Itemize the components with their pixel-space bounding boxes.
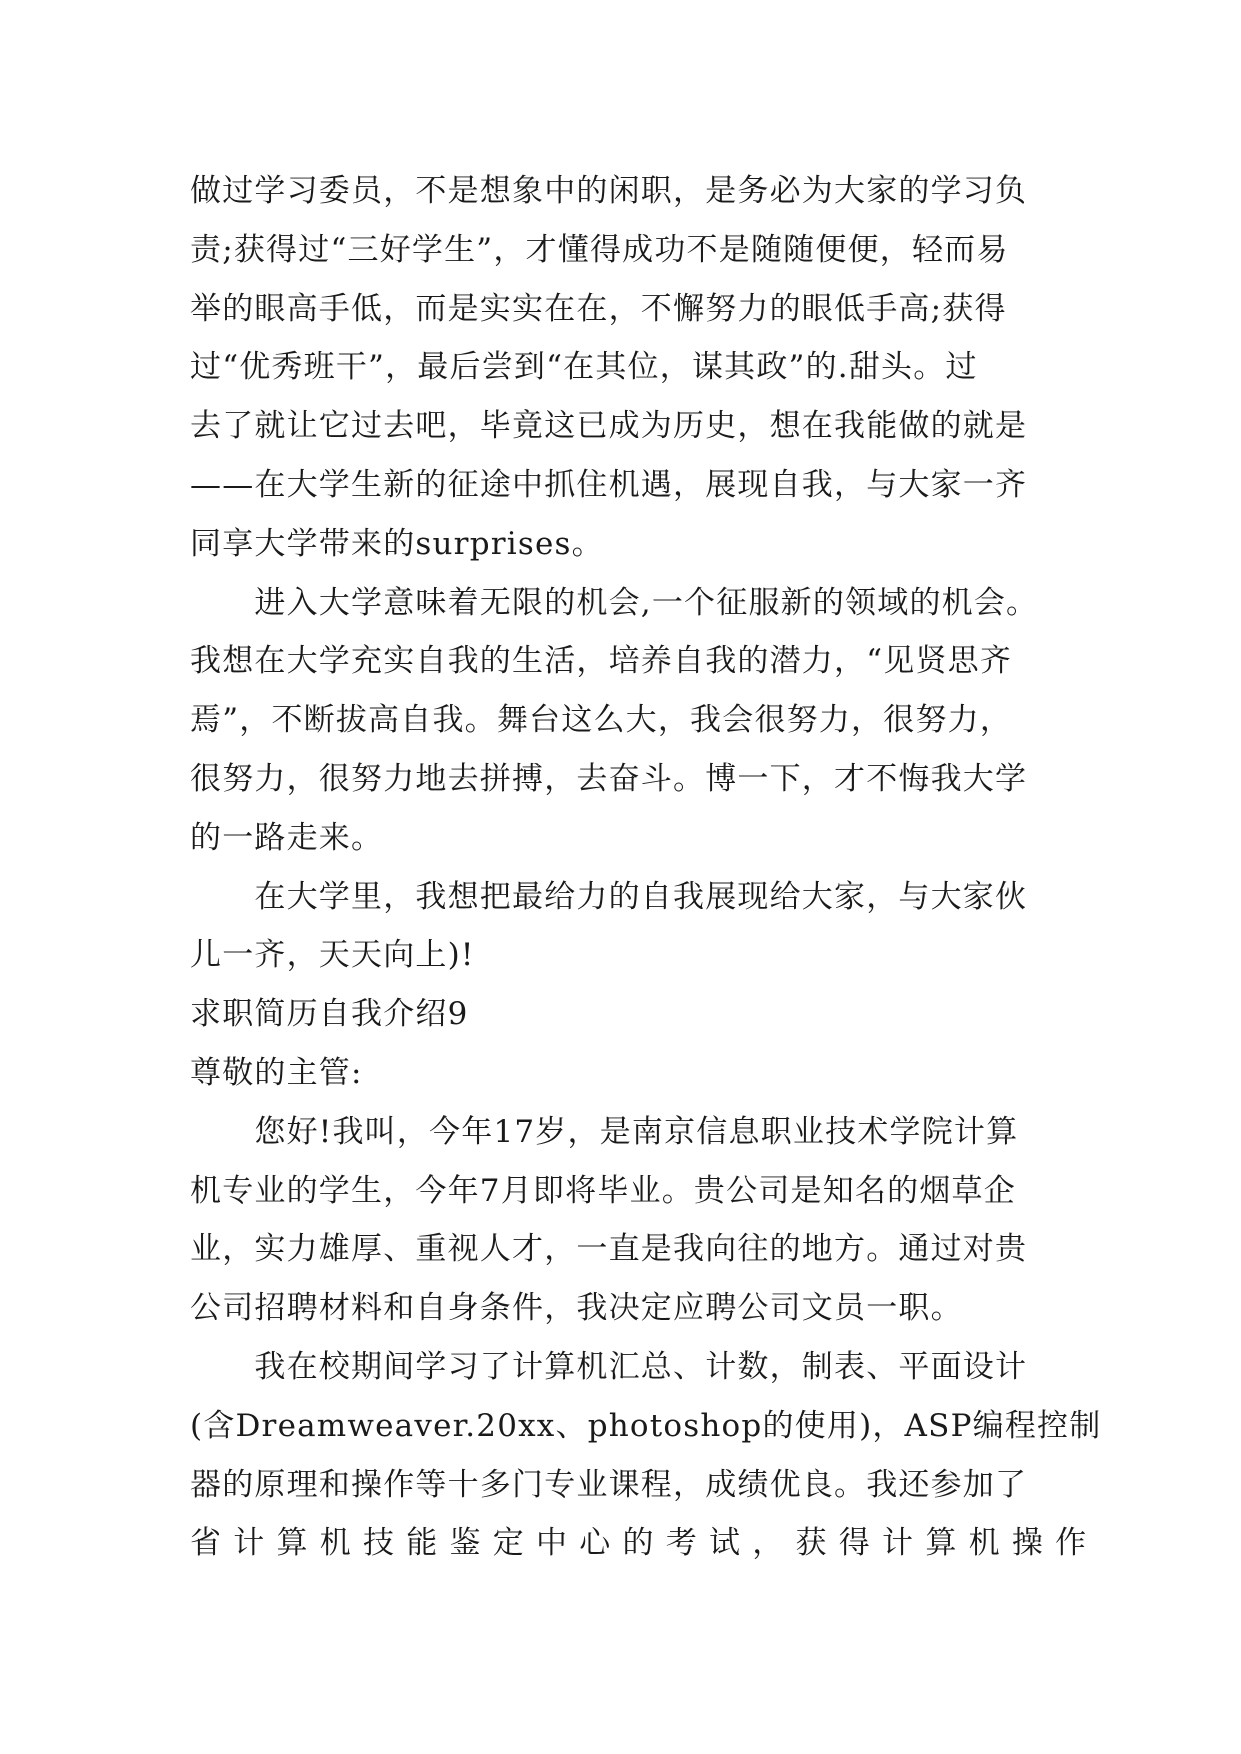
text-line: 焉”，不断拔高自我。舞台这么大，我会很努力，很努力， (190, 702, 1013, 739)
document-body (190, 162, 1102, 1573)
text-line: 省 计 算 机 技 能 鉴 定 中 心 的 考 试 ， 获 得 计 算 机 操 作 (190, 1525, 1088, 1562)
text-line: (含Dreamweaver.20xx、photoshop的使用)，ASP编程控制 (190, 1407, 1102, 1444)
salutation: 尊敬的主管: (190, 1054, 363, 1091)
text-line: 机专业的学生，今年7月即将毕业。贵公司是知名的烟草企 (190, 1172, 1016, 1209)
text-line: 业，实力雄厚、重视人才，一直是我向往的地方。通过对贵 (190, 1231, 1028, 1268)
text-line: 进入大学意味着无限的机会,一个征服新的领域的机会。 (190, 584, 1039, 621)
text-line: 同享大学带来的surprises。 (190, 525, 604, 562)
text-line: 做过学习委员，不是想象中的闲职，是务必为大家的学习负 (190, 173, 1028, 209)
text-line: ——在大学生新的征途中抓住机遇，展现自我，与大家一齐 (190, 466, 1028, 503)
text-line: 儿一齐，天天向上)! (190, 937, 475, 974)
text-line: 的一路走来。 (190, 819, 384, 856)
text-line: 您好!我叫，今年17岁，是南京信息职业技术学院计算 (190, 1113, 1019, 1150)
text-line: 我想在大学充实自我的生活，培养自我的潜力，“见贤思齐 (190, 643, 1013, 680)
text-line: 我在校期间学习了计算机汇总、计数，制表、平面设计 (190, 1348, 1028, 1385)
text-line: 公司招聘材料和自身条件，我决定应聘公司文员一职。 (190, 1290, 963, 1327)
text-line: 举的眼高手低，而是实实在在，不懈努力的眼低手高;获得 (190, 290, 1007, 327)
text-line: 在大学里，我想把最给力的自我展现给大家，与大家伙 (190, 878, 1028, 915)
text-line: 去了就让它过去吧，毕竟这已成为历史，想在我能做的就是 (190, 408, 1028, 445)
text-line: 过“优秀班干”，最后尝到“在其位，谋其政”的.甜头。过 (190, 349, 978, 386)
text-line: 器的原理和操作等十多门专业课程，成绩优良。我还参加了 (190, 1466, 1028, 1503)
text-line: 很努力，很努力地去拼搏，去奋斗。博一下，才不悔我大学 (190, 760, 1028, 797)
text-line: 责;获得过“三好学生”，才懂得成功不是随随便便，轻而易 (190, 231, 1009, 268)
section-heading: 求职简历自我介绍9 (190, 996, 469, 1033)
